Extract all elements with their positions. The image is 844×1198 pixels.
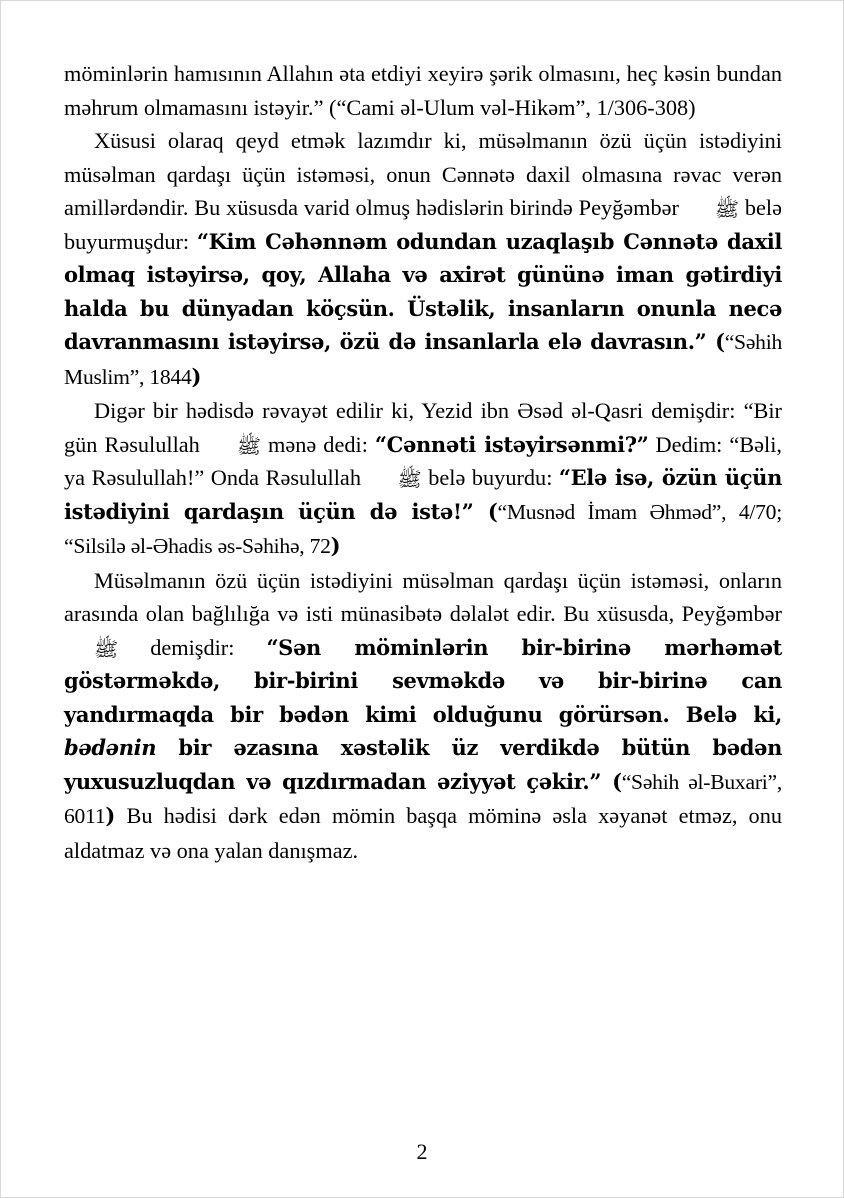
source-citation-run: “Səhih əl-Buxari”, 6011 <box>64 769 782 828</box>
hadith-quote-paren: ) <box>105 803 116 828</box>
hadith-quote-run: bir əzasına xəstəlik üz verdikdə bütün bədən yuxusuzluqdan və qızdırmadan əziyyət çəkir.” ( <box>64 735 782 794</box>
hadith-quote-paren: ) <box>330 533 341 558</box>
body-run: Bu hədisi dərk edən mömin başqa möminə əsla xəyanət etməz, onu aldatmaz və ona yalan danışmaz. <box>64 803 782 863</box>
salawat-glyph: ﷺ <box>94 636 119 661</box>
body-run: möminlərin hamısının Allahın əta etdiyi xeyirə şərik olmasını, heç kəsin bundan məhrum olmamasını istəyir.” (“Cami əl-Ulum vəl-Hikəm”, 1/306-308) <box>64 61 782 120</box>
body-run: Xüsusi olaraq qeyd etmək lazımdır ki, müsəlmanın özü üçün istədiyini müsəlman qardaşı üçün istəməsi, onun Cənnətə daxil olmasına rəvac verən amillərdəndir. Bu xüsusda varid olmuş hədislərin birində Peyğəmbər <box>64 128 782 220</box>
hadith-quote-paren: ) <box>191 363 202 389</box>
body-run: mənə dedi: <box>261 431 375 457</box>
paragraph-1 <box>64 57 782 124</box>
hadith-quote-run: “Elə isə, özün üçün istədiyini qardaşın üçün də istə!” ( <box>64 465 783 524</box>
source-citation-run: “Musnəd İmam Əhməd”, 4/70; “Silsilə əl-Əhadis əs-Səhihə, 72 <box>64 499 782 558</box>
salawat-glyph: ﷺ <box>714 197 739 221</box>
hadith-quote-run: “Sən möminlərin bir-birinə mərhəmət göstərməkdə, bir-birini sevməkdə və bir-birinə can yandırmaqda bir bədən kimi olduğunu görürsən. Belə ki, <box>64 634 782 727</box>
body-run: demişdir: <box>118 634 267 660</box>
source-citation-run: “Səhih Muslim”, 1844 <box>64 330 782 389</box>
body-run: Digər bir hədisdə rəvayət edilir ki, Yezid ibn Əsəd əl-Qasri demişdir: “Bir gün Rəsulullah <box>64 398 782 457</box>
paragraph-4 <box>64 564 782 868</box>
salawat-glyph: ﷺ <box>236 433 262 458</box>
page-text-body <box>64 57 782 867</box>
salawat-glyph: ﷺ <box>397 467 422 491</box>
body-run: Müsəlmanın özü üçün istədiyini müsəlman qardaşı üçün istəməsi, onların arasında olan bağlılığa və isti münasibətə dəlalət edir. Bu xüsusda, Peyğəmbər <box>64 567 782 626</box>
body-run: belə buyurdu: <box>421 465 559 490</box>
hadith-quote-run: “Cənnəti istəyirsənmi?” <box>374 431 649 457</box>
hadith-quote-italic-run: bədənin <box>64 735 157 760</box>
paragraph-2 <box>64 124 782 394</box>
body-run: belə buyurmuşdur: <box>64 195 782 254</box>
page-number: 2 <box>416 1139 428 1164</box>
paragraph-3 <box>64 394 782 564</box>
hadith-quote-run: “Kim Cəhənnəm odundan uzaqlaşıb Cənnətə daxil olmaq istəyirsə, qoy, Allaha və axirət gününə iman gətirdiyi halda bu dünyadan köçsün. Üstəlik, insanların onunla necə davranmasını istəyirsə, özü də insanlarla elə davrasın.” ( <box>64 228 782 354</box>
body-run: Dedim: “Bəli, ya Rəsulullah!” Onda Rəsulullah <box>64 431 782 490</box>
